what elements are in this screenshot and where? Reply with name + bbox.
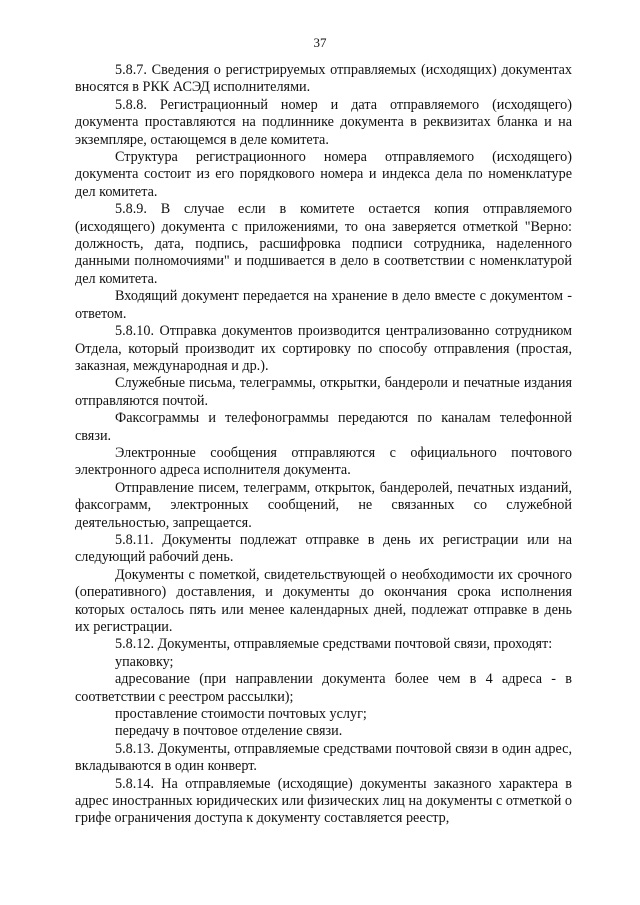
- paragraph: Отправление писем, телеграмм, открыток, бандеролей, печатных изданий, факсограмм, электронных сообщений, не связанных со служебной деятельностью, запрещается.: [75, 479, 572, 531]
- paragraph: Структура регистрационного номера отправляемого (исходящего) документа состоит из его порядкового номера и индекса дела по номенклатуре дел комитета.: [75, 149, 572, 200]
- paragraph: Электронные сообщения отправляются с официального почтового электронного адреса исполнителя документа.: [75, 444, 572, 479]
- paragraph: 5.8.8. Регистрационный номер и дата отправляемого (исходящего) документа проставляются на подлиннике документа в реквизитах бланка и на экземпляре, остающемся в деле комитета.: [75, 96, 572, 148]
- paragraph: Факсограммы и телефонограммы передаются по каналам телефонной связи.: [75, 410, 572, 444]
- list-item: передачу в почтовое отделение связи.: [115, 723, 343, 740]
- paragraph: 5.8.7. Сведения о регистрируемых отправляемых (исходящих) документах вносятся в РКК АСЭД исполнителями.: [75, 62, 572, 96]
- paragraph: 5.8.9. В случае если в комитете остается копия отправляемого (исходящего) документа с приложениями, то она заверяется отметкой "Верно: должность, дата, подпись, расшифровка подписи сотрудника, наделенного данными полномочиями" и подшивается в дело в соответствии с номенклатурой дел комитета.: [75, 201, 572, 287]
- paragraph: Входящий документ передается на хранение в дело вместе с документом - ответом.: [75, 288, 572, 322]
- list-item: адресование (при направлении документа более чем в 4 адреса - в соответствии с реестром рассылки);: [75, 671, 572, 705]
- paragraph: 5.8.12. Документы, отправляемые средствами почтовой связи, проходят:: [115, 636, 553, 653]
- paragraph: Служебные письма, телеграммы, открытки, бандероли и печатные издания отправляются почтой.: [75, 375, 572, 409]
- list-item: упаковку;: [115, 653, 174, 670]
- document-body: [75, 62, 572, 828]
- paragraph: 5.8.10. Отправка документов производится централизованно сотрудником Отдела, который производит их сортировку по способу отправления (простая, заказная, международная и др.).: [75, 323, 572, 374]
- paragraph: Документы с пометкой, свидетельствующей о необходимости их срочного (оперативного) доставления, и документы до окончания срока исполнения которых осталось пять или менее календарных дней, подлежат отправке в день их регистрации.: [75, 566, 572, 635]
- paragraph: 5.8.11. Документы подлежат отправке в день их регистрации или на следующий рабочий день.: [75, 531, 572, 566]
- list-item: проставление стоимости почтовых услуг;: [115, 706, 367, 723]
- paragraph: 5.8.14. На отправляемые (исходящие) документы заказного характера в адрес иностранных юридических или физических лиц на документы с отметкой о грифе ограничения доступа к документу составляется реестр,: [75, 775, 572, 827]
- page-number: 37: [313, 35, 327, 50]
- paragraph: 5.8.13. Документы, отправляемые средствами почтовой связи в один адрес, вкладываются в один конверт.: [75, 740, 572, 775]
